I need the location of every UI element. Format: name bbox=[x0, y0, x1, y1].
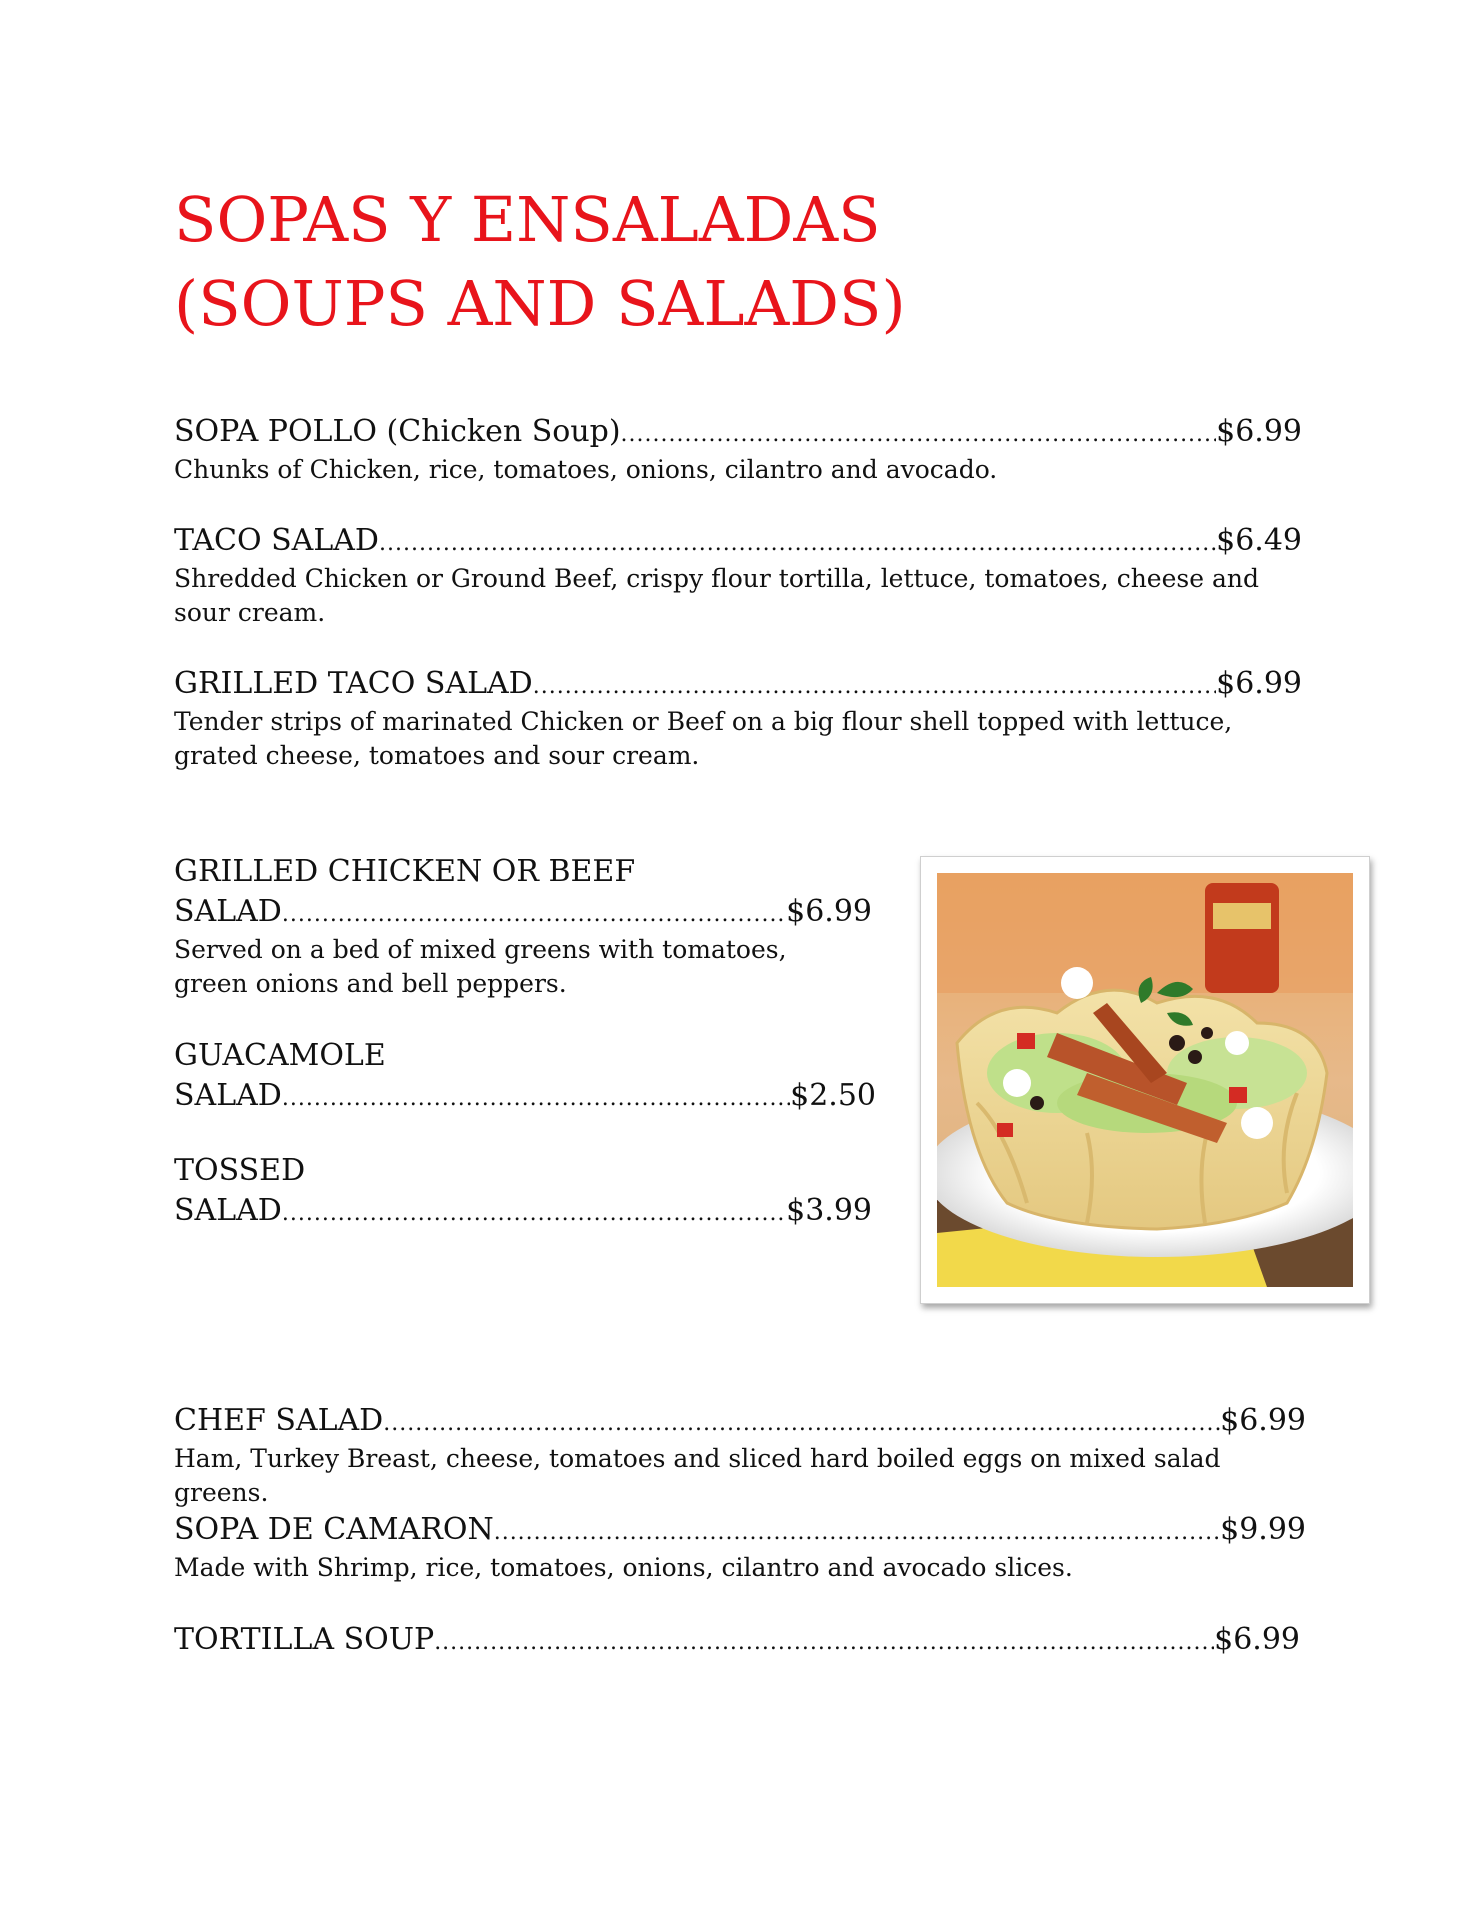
menu-item-price: $6.49 bbox=[1216, 523, 1302, 558]
menu-item-price: $6.99 bbox=[1216, 414, 1302, 449]
menu-item-sopa-pollo bbox=[174, 412, 1302, 487]
menu-item-line bbox=[174, 1076, 876, 1119]
menu-item-line bbox=[174, 892, 872, 935]
menu-item-description: Ham, Turkey Breast, cheese, tomatoes and sliced hard boiled eggs on mixed salad greens. bbox=[174, 1444, 1221, 1507]
menu-item-line bbox=[174, 1191, 872, 1234]
menu-item-name: TORTILLA SOUP bbox=[174, 1622, 435, 1657]
menu-item-tortilla-soup bbox=[174, 1620, 1300, 1663]
menu-item-line bbox=[174, 664, 1302, 707]
menu-item-description: Shredded Chicken or Ground Beef, crispy flour tortilla, lettuce, tomatoes, cheese and sour cream. bbox=[174, 564, 1259, 627]
menu-item-name: GUACAMOLE bbox=[174, 1038, 386, 1073]
title-line-spanish: SOPAS Y ENSALADAS bbox=[174, 183, 881, 256]
taco-salad-photo bbox=[937, 873, 1353, 1287]
menu-item-name: CHEF SALAD bbox=[174, 1403, 384, 1438]
menu-item-name: TACO SALAD bbox=[174, 523, 379, 558]
menu-item-price: $6.99 bbox=[786, 894, 872, 929]
menu-item-line bbox=[174, 1510, 1306, 1553]
menu-item-price: $9.99 bbox=[1220, 1512, 1306, 1547]
menu-item-name: GRILLED TACO SALAD bbox=[174, 666, 533, 701]
menu-item-name: TOSSED bbox=[174, 1153, 306, 1188]
dot-leader bbox=[282, 895, 786, 935]
menu-item-price: $3.99 bbox=[786, 1193, 872, 1228]
dot-leader bbox=[533, 667, 1216, 707]
dot-leader bbox=[434, 1623, 1214, 1663]
dot-leader bbox=[282, 1079, 790, 1119]
taco-salad-photo-icon bbox=[937, 873, 1353, 1287]
menu-item-name-cont: SALAD bbox=[174, 1193, 282, 1228]
menu-item-price: $6.99 bbox=[1216, 666, 1302, 701]
menu-item-name-cont: SALAD bbox=[174, 894, 282, 929]
menu-item-price: $2.50 bbox=[790, 1078, 876, 1113]
menu-item-description: Chunks of Chicken, rice, tomatoes, onions, cilantro and avocado. bbox=[174, 455, 998, 484]
menu-item-line bbox=[174, 1401, 1306, 1444]
menu-item-grilled-chicken-beef-salad bbox=[174, 852, 872, 1001]
page-title bbox=[174, 178, 906, 346]
menu-item-price: $6.99 bbox=[1220, 1403, 1306, 1438]
dot-leader bbox=[494, 1513, 1220, 1553]
title-line-english: (SOUPS AND SALADS) bbox=[174, 267, 906, 340]
menu-item-grilled-taco-salad bbox=[174, 664, 1302, 773]
dot-leader bbox=[621, 415, 1217, 455]
menu-item-price: $6.99 bbox=[1214, 1622, 1300, 1657]
dot-leader bbox=[383, 1404, 1220, 1444]
menu-item-sopa-de-camaron bbox=[174, 1510, 1306, 1585]
menu-item-name: SOPA DE CAMARON bbox=[174, 1512, 494, 1547]
menu-item-description: Tender strips of marinated Chicken or Beef on a big flour shell topped with lettuce, grated cheese, tomatoes and sour cream. bbox=[174, 707, 1233, 770]
menu-item-chef-salad bbox=[174, 1401, 1306, 1510]
menu-item-tossed-salad bbox=[174, 1151, 872, 1234]
menu-item-taco-salad bbox=[174, 521, 1302, 630]
menu-item-name: GRILLED CHICKEN OR BEEF bbox=[174, 854, 636, 889]
dot-leader bbox=[282, 1194, 786, 1234]
dot-leader bbox=[379, 524, 1216, 564]
menu-item-description: Made with Shrimp, rice, tomatoes, onions, cilantro and avocado slices. bbox=[174, 1553, 1073, 1582]
menu-item-guacamole-salad bbox=[174, 1036, 876, 1119]
taco-salad-photo-frame bbox=[920, 856, 1370, 1304]
menu-item-line bbox=[174, 521, 1302, 564]
menu-item-description: Served on a bed of mixed greens with tomatoes, green onions and bell peppers. bbox=[174, 935, 787, 998]
menu-item-line bbox=[174, 1620, 1300, 1663]
menu-item-line bbox=[174, 412, 1302, 455]
menu-item-name: SOPA POLLO (Chicken Soup) bbox=[174, 414, 621, 449]
menu-item-name-cont: SALAD bbox=[174, 1078, 282, 1113]
